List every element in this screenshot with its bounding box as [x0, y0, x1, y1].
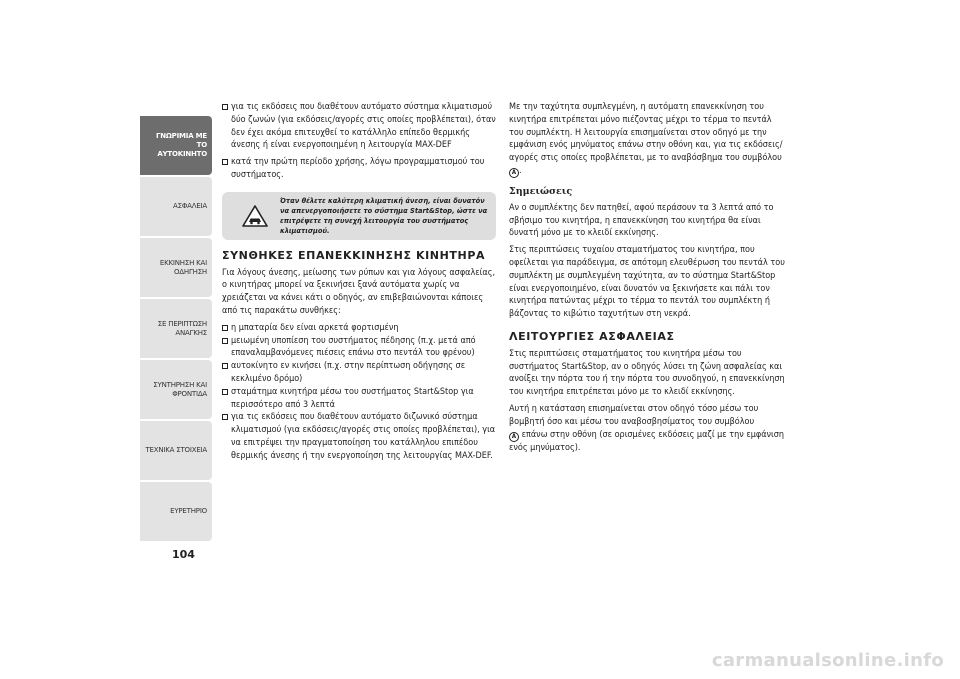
safety-paragraph-1: Στις περιπτώσεις σταματήματος του κινητήρα μέσω του συστήματος Start&Stop, αν ο οδηγός λύσει τη ζώνη ασφαλείας και ανοίξει την πόρτα του ή την πόρτα του συνοδηγού, η επανεκκίνηση του κινητήρα επιτρέπεται μόνο με το κλειδί εκκίνησης.: [509, 348, 785, 398]
restart-paragraph: Με την ταχύτητα συμπλεγμένη, η αυτόματη επανεκκίνηση του κινητήρα επιτρέπεται μόνο πιέζοντας μέχρι το τέρμα το πεντάλ του συμπλέκτη. Η λειτουργία επισημαίνεται στον οδηγό με την εμφάνιση ενός μηνύματος επάνω στην οθόνη και, για τις εκδόσεις/αγορές στις οποίες προβλέπεται, με το αναβόσβημα του συμβόλου A .: [509, 102, 783, 176]
safety-paragraph-2: Αυτή η κατάσταση επισημαίνεται στον οδηγό τόσο μέσω του βομβητή όσο και μέσω του αναβοσβησίματος του συμβόλου A επάνω στην οθόνη (σε ορισμένες εκδόσεις μαζί με την εμφάνιση ενός μηνύματος).: [509, 403, 785, 453]
list-item: η μπαταρία δεν είναι αρκετά φορτισμένη: [222, 322, 496, 335]
list-item: μειωμένη υποπίεση του συστήματος πέδησης (π.χ. μετά από επαναλαμβανόμενες πιέσεις επάνω στο πεντάλ του φρένου): [222, 335, 496, 361]
checkbox-bullet-icon: [222, 104, 228, 110]
start-stop-symbol-icon: A: [509, 168, 519, 178]
tab-starting-driving[interactable]: ΕΚΚΙΝΗΣΗ ΚΑΙ ΟΔΗΓΗΣΗ: [140, 238, 212, 297]
warning-note: [222, 192, 496, 240]
section-heading-restart: ΣΥΝΘΗΚΕΣ ΕΠΑΝΕΚΚΙΝΗΣΗΣ ΚΙΝΗΤΗΡΑ: [222, 248, 486, 262]
list-item: για τις εκδόσεις που διαθέτουν αυτόματο διζωνικό σύστημα κλιματισμού (για εκδόσεις/αγορές στις οποίες προβλέπεται), για να επιτρέψει την πραγματοποίηση του κατάλληλου επιπέδου θερμικής άνεσης ή την ενεργοποίηση της λειτουργίας MAX-DEF.: [222, 411, 496, 462]
start-stop-symbol-icon: A: [509, 432, 519, 442]
list-item: σταμάτημα κινητήρα μέσω του συστήματος Start&Stop για περισσότερο από 3 λεπτά: [222, 386, 496, 412]
checkbox-bullet-icon: [222, 414, 228, 420]
checkbox-bullet-icon: [222, 363, 228, 369]
checkbox-bullet-icon: [222, 159, 228, 165]
checkbox-bullet-icon: [222, 338, 228, 344]
notes-heading: Σημειώσεις: [509, 185, 573, 197]
tab-technical-data[interactable]: ΤΕΧΝΙΚΑ ΣΤΟΙΧΕΙΑ: [140, 421, 212, 480]
chapter-tabs: [140, 116, 212, 543]
left-column: [222, 101, 496, 463]
tab-maintenance[interactable]: ΣΥΝΤΗΡΗΣΗ ΚΑΙ ΦΡΟΝΤΙΔΑ: [140, 360, 212, 419]
car-warning-icon: [242, 205, 268, 227]
notes-paragraph-2: Στις περιπτώσεις τυχαίου σταματήματος του κινητήρα, που οφείλεται για παράδειγμα, σε απότομη ελευθέρωση του πεντάλ του συμπλέκτη με συμπλεγμένη ταχύτητα, αν το σύστημα Start&Stop είναι ενεργοποιημένο, είναι δυνατόν να ξεκινήσετε και πάλι τον κινητήρα πατώντας μέχρι το τέρμα το πεντάλ του συμπλέκτη ή βάζοντας το κιβώτιο ταχυτήτων στη νεκρά.: [509, 245, 785, 320]
watermark: carmanualsonline.info: [711, 650, 944, 671]
list-item: αυτοκίνητο εν κινήσει (π.χ. στην περίπτωση οδήγησης σε κεκλιμένο δρόμο): [222, 360, 496, 386]
intro-paragraph: Για λόγους άνεσης, μείωσης των ρύπων και για λόγους ασφαλείας, ο κινητήρας μπορεί να ξεκινήσει ξανά αυτόματα χωρίς να χρειάζεται να κάνει κάτι ο οδηγός, αν επιβεβαιώνονται κάποιες από τις παρακάτω συνθήκες:: [222, 267, 496, 316]
tab-index[interactable]: ΕΥΡΕΤΗΡΙΟ: [140, 482, 212, 541]
section-heading-safety: ΛΕΙΤΟΥΡΓΙΕΣ ΑΣΦΑΛΕΙΑΣ: [509, 329, 675, 343]
tab-getting-to-know[interactable]: ΓΝΩΡΙΜΙΑ ΜΕ ΤΟ ΑΥΤΟΚΙΝΗΤΟ: [140, 116, 212, 175]
checkbox-bullet-icon: [222, 389, 228, 395]
tab-safety[interactable]: ΑΣΦΑΛΕΙΑ: [140, 177, 212, 236]
checkbox-bullet-icon: [222, 325, 228, 331]
tab-emergency[interactable]: ΣΕ ΠΕΡΙΠΤΩΣΗ ΑΝΑΓΚΗΣ: [140, 299, 212, 358]
note-text: Όταν θέλετε καλύτερη κλιματική άνεση, είναι δυνατόν να απενεργοποιήσετε το σύστημα Start&Stop, ώστε να επιτρέψετε τη συνεχή λειτουργία του συστήματος κλιματισμού.: [280, 195, 488, 235]
page-number: 104: [172, 548, 195, 561]
list-item: κατά την πρώτη περίοδο χρήσης, λόγω προγραμματισμού του συστήματος.: [222, 156, 496, 182]
right-column: [509, 101, 785, 454]
notes-paragraph-1: Αν ο συμπλέκτης δεν πατηθεί, αφού περάσουν τα 3 λεπτά από το σβήσιμο του κινητήρα, η επανεκκίνηση του κινητήρα θα είναι δυνατή μόνο με το κλειδί εκκίνησης.: [509, 202, 774, 239]
list-item: για τις εκδόσεις που διαθέτουν αυτόματο σύστημα κλιματισμού δύο ζωνών (για εκδόσεις/αγορές στις οποίες προβλέπεται), όταν δεν έχει ακόμα επιτευχθεί το κατάλληλο επίπεδο θερμικής άνεσης ή είναι ενεργοποιημένη η λειτουργία MAX-DEF: [222, 101, 496, 152]
